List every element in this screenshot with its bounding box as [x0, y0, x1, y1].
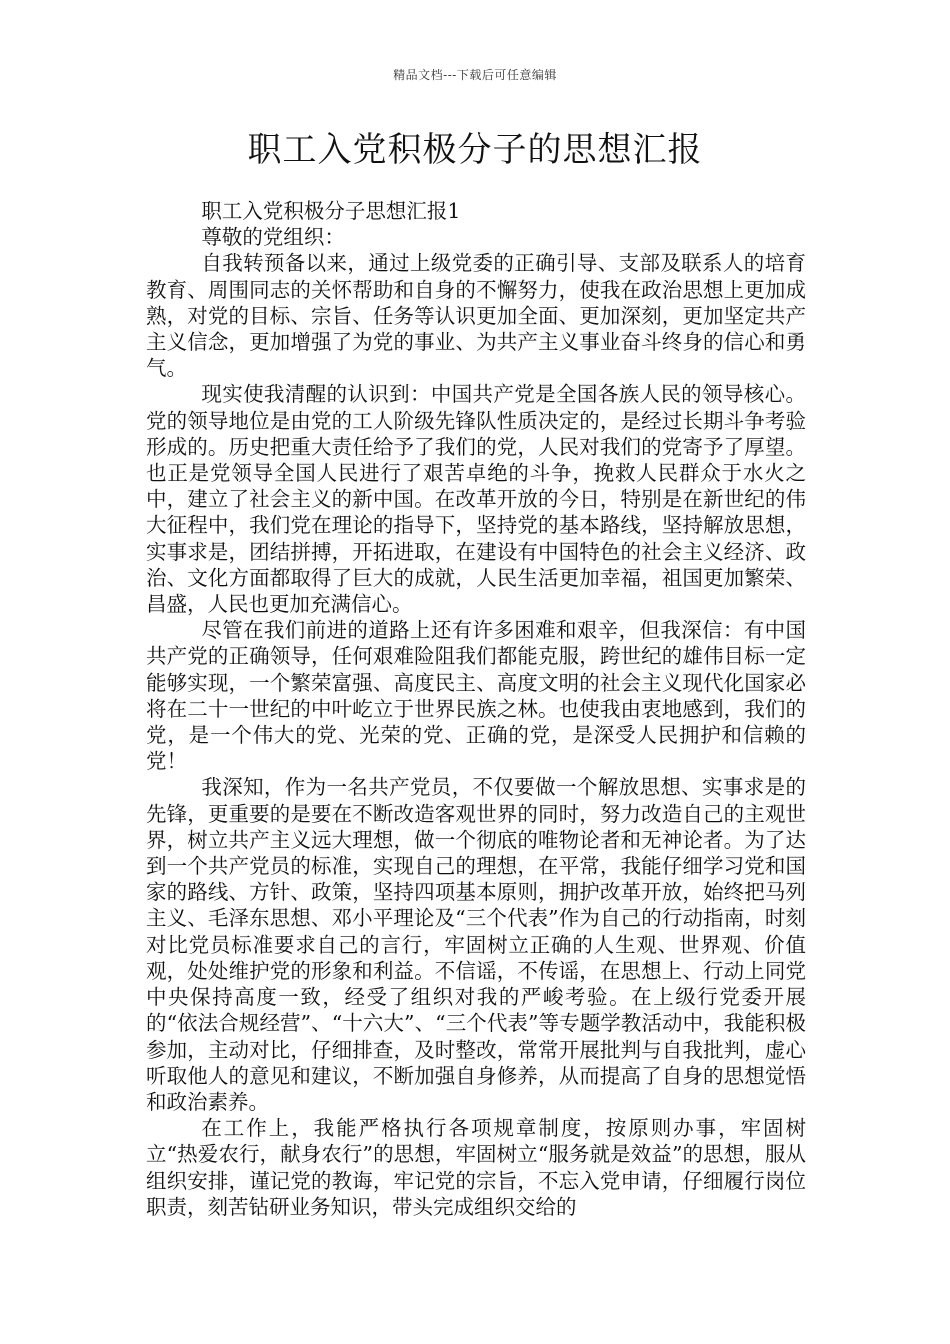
- section-subtitle: 职工入党积极分子思想汇报1: [201, 199, 461, 223]
- document-body: [146, 198, 806, 1220]
- paragraph: 自我转预备以来，通过上级党委的正确引导、支部及联系人的培育教育、周围同志的关怀帮助和自身的不懈努力，使我在政治思想上更加成熟，对党的目标、宗旨、任务等认识更加全面、更加深刻，更加坚定共产主义信念，更加增强了为党的事业、为共产主义事业奋斗终身的信心和勇气。: [146, 251, 806, 381]
- paragraph: 在工作上，我能严格执行各项规章制度，按原则办事，牢固树立“热爱农行，献身农行”的思想，牢固树立“服务就是效益”的思想，服从组织安排，谨记党的教诲，牢记党的宗旨，不忘入党申请，仔细履行岗位职责，刻苦钻研业务知识，带头完成组织交给的: [146, 1116, 806, 1219]
- page-header: 精品文档---下载后可任意编辑: [393, 68, 557, 82]
- paragraph: 尽管在我们前进的道路上还有许多困难和艰辛，但我深信：有中国共产党的正确领导，任何艰难险阻我们都能克服，跨世纪的雄伟目标一定能够实现，一个繁荣富强、高度民主、高度文明的社会主义现代化国家必将在二十一世纪的中叶屹立于世界民族之林。也使我由衷地感到，我们的党，是一个伟大的党、光荣的党、正确的党，是深受人民拥护和信赖的党！: [146, 618, 806, 774]
- document-title: 职工入党积极分子的思想汇报: [247, 130, 703, 170]
- paragraph: 现实使我清醒的认识到：中国共产党是全国各族人民的领导核心。党的领导地位是由党的工人阶级先锋队性质决定的，是经过长期斗争考验形成的。历史把重大责任给予了我们的党，人民对我们的党寄予了厚望。也正是党领导全国人民进行了艰苦卓绝的斗争，挽救人民群众于水火之中，建立了社会主义的新中国。在改革开放的今日，特别是在新世纪的伟大征程中，我们党在理论的指导下，坚持党的基本路线，坚持解放思想，实事求是，团结拼搏，开拓进取，在建设有中国特色的社会主义经济、政治、文化方面都取得了巨大的成就，人民生活更加幸福，祖国更加繁荣、昌盛，人民也更加充满信心。: [146, 382, 806, 617]
- paragraph: 我深知，作为一名共产党员，不仅要做一个解放思想、实事求是的先锋，更重要的是要在不断改造客观世界的同时，努力改造自己的主观世界，树立共产主义远大理想，做一个彻底的唯物论者和无神论者。为了达到一个共产党员的标准，实现自己的理想，在平常，我能仔细学习党和国家的路线、方针、政策，坚持四项基本原则，拥护改革开放，始终把马列主义、毛泽东思想、邓小平理论及“三个代表”作为自己的行动指南，时刻对比党员标准要求自己的言行，牢固树立正确的人生观、世界观、价值观，处处维护党的形象和利益。不信谣，不传谣，在思想上、行动上同党中央保持高度一致，经受了组织对我的严峻考验。在上级行党委开展的“依法合规经营”、“十六大”、“三个代表”等专题学教活动中，我能积极参加，主动对比，仔细排查，及时整改，常常开展批判与自我批判，虚心听取他人的意见和建议，不断加强自身修养，从而提高了自身的思想觉悟和政治素养。: [146, 775, 806, 1114]
- salutation: 尊敬的党组织：: [201, 225, 345, 250]
